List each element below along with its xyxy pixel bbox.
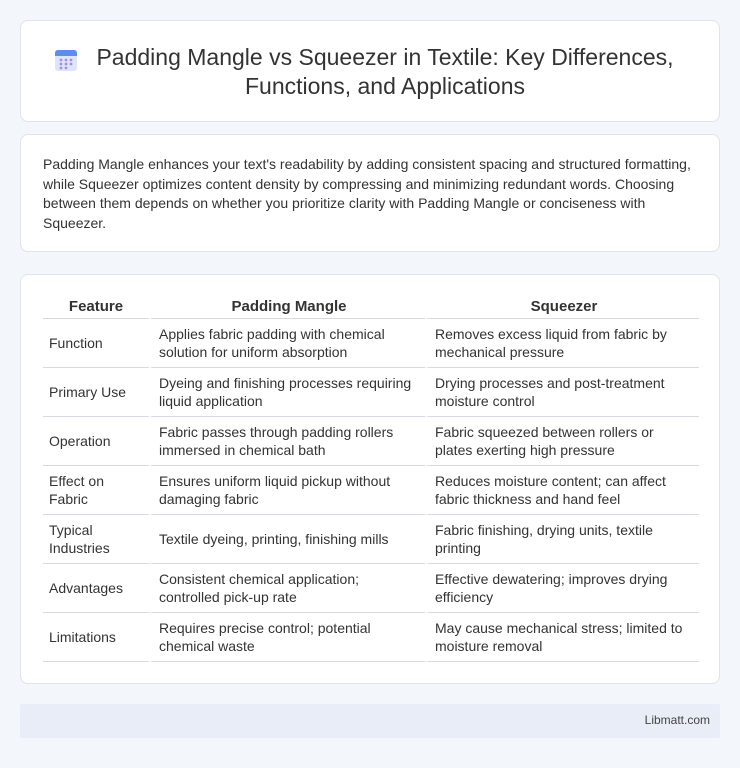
squeezer-cell: Drying processes and post-treatment moisture control bbox=[425, 368, 699, 417]
feature-cell: Operation bbox=[43, 417, 149, 466]
table-row bbox=[43, 417, 699, 466]
table-row bbox=[43, 564, 699, 613]
header-feature: Feature bbox=[43, 295, 149, 319]
title-card bbox=[20, 20, 720, 122]
table-row bbox=[43, 613, 699, 662]
table-row bbox=[43, 515, 699, 564]
padding-mangle-cell: Ensures uniform liquid pickup without damaging fabric bbox=[149, 466, 425, 515]
header-squeezer: Squeezer bbox=[425, 295, 699, 319]
squeezer-cell: Reduces moisture content; can affect fabric thickness and hand feel bbox=[425, 466, 699, 515]
padding-mangle-cell: Dyeing and finishing processes requiring liquid application bbox=[149, 368, 425, 417]
feature-cell: Primary Use bbox=[43, 368, 149, 417]
table-header-row bbox=[43, 295, 699, 319]
padding-mangle-cell: Applies fabric padding with chemical solution for uniform absorption bbox=[149, 319, 425, 368]
footer-brand: Libmatt.com bbox=[644, 713, 710, 727]
squeezer-cell: Effective dewatering; improves drying efficiency bbox=[425, 564, 699, 613]
summary-card bbox=[20, 134, 720, 252]
feature-cell: Limitations bbox=[43, 613, 149, 662]
page-title: Padding Mangle vs Squeezer in Textile: Key Differences, Functions, and Applications bbox=[96, 44, 674, 99]
summary-text: Padding Mangle enhances your text's readability by adding consistent spacing and structured formatting, while Squeezer optimizes content density by compressing and minimizing redundant words. Choosing between them depends on whether you prioritize clarity with Padding Mangle or conciseness with Squeezer. bbox=[43, 156, 691, 231]
padding-mangle-cell: Fabric passes through padding rollers immersed in chemical bath bbox=[149, 417, 425, 466]
squeezer-cell: Fabric squeezed between rollers or plates exerting high pressure bbox=[425, 417, 699, 466]
padding-mangle-cell: Requires precise control; potential chemical waste bbox=[149, 613, 425, 662]
header-padding-mangle: Padding Mangle bbox=[149, 295, 425, 319]
feature-cell: Function bbox=[43, 319, 149, 368]
comparison-table-card bbox=[20, 274, 720, 684]
table-row bbox=[43, 368, 699, 417]
table-row bbox=[43, 466, 699, 515]
footer-bar bbox=[20, 704, 720, 738]
feature-cell: Typical Industries bbox=[43, 515, 149, 564]
squeezer-cell: Fabric finishing, drying units, textile printing bbox=[425, 515, 699, 564]
squeezer-cell: May cause mechanical stress; limited to moisture removal bbox=[425, 613, 699, 662]
squeezer-cell: Removes excess liquid from fabric by mechanical pressure bbox=[425, 319, 699, 368]
feature-cell: Effect on Fabric bbox=[43, 466, 149, 515]
padding-mangle-cell: Consistent chemical application; controlled pick-up rate bbox=[149, 564, 425, 613]
comparison-table bbox=[43, 295, 699, 662]
feature-cell: Advantages bbox=[43, 564, 149, 613]
table-row bbox=[43, 319, 699, 368]
padding-mangle-cell: Textile dyeing, printing, finishing mills bbox=[149, 515, 425, 564]
